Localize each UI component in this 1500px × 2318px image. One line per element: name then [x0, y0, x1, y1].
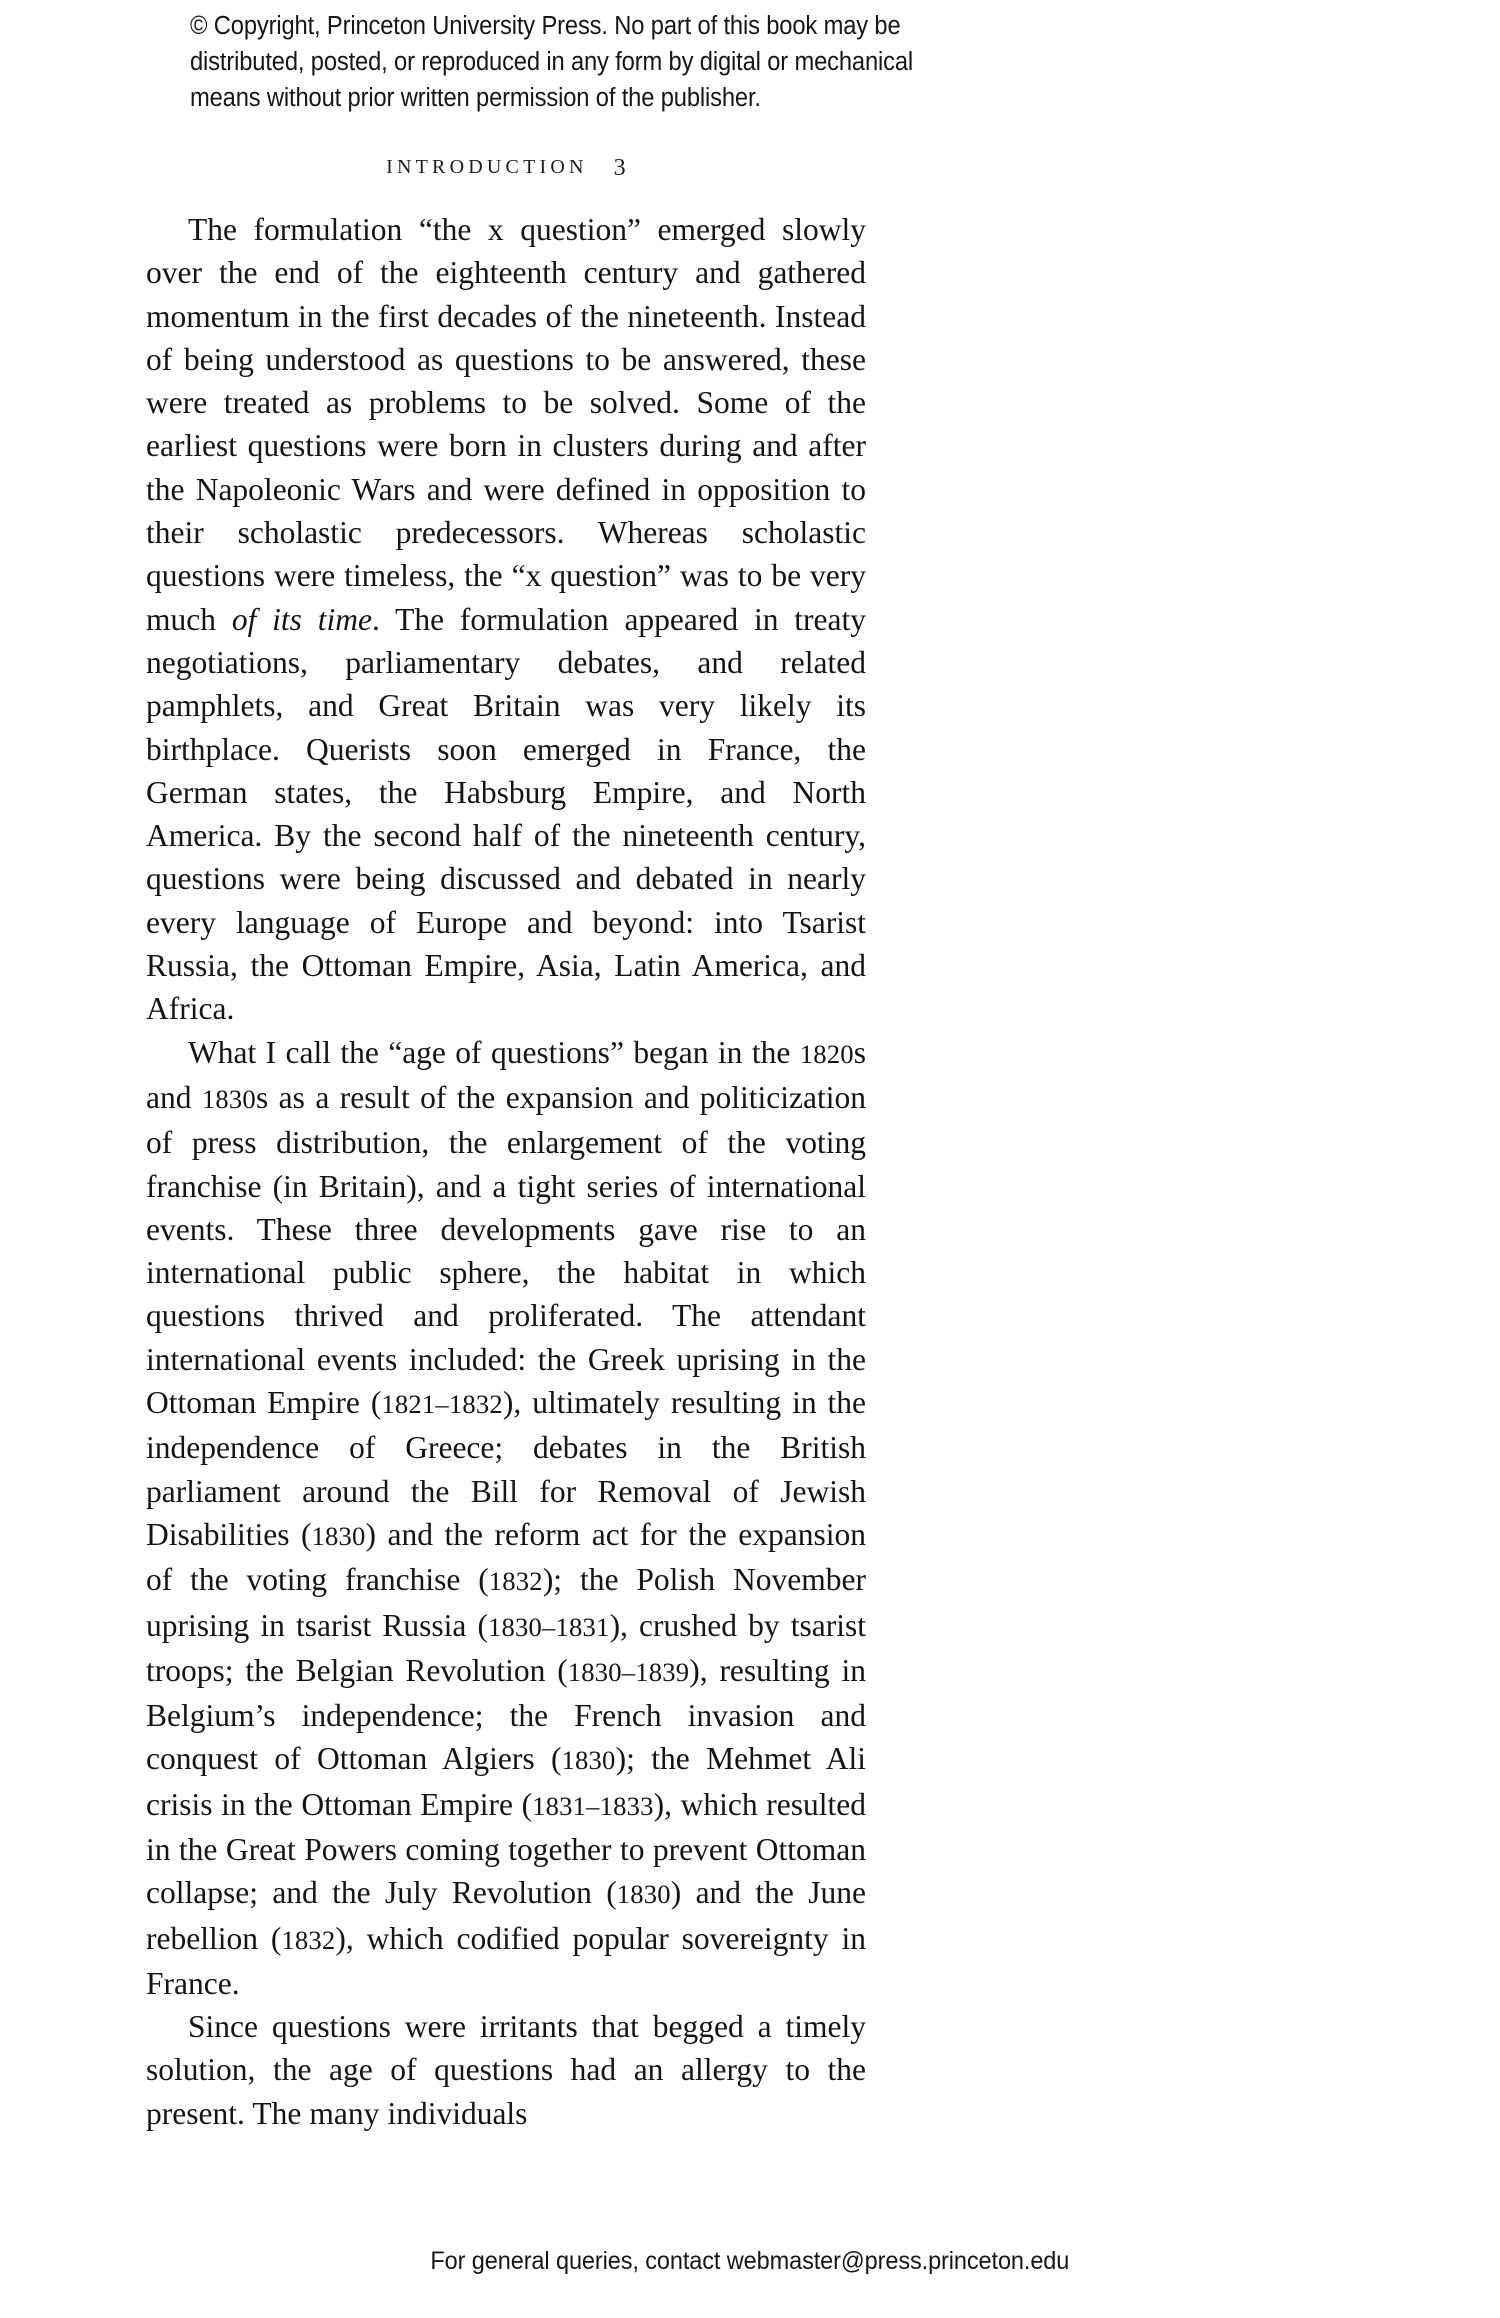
footer-text: For general queries, contact webmaster@press.princeton.edu — [430, 2247, 1070, 2275]
oldstyle-figure: 1820 — [799, 1038, 854, 1069]
page-number: 3 — [613, 155, 626, 181]
oldstyle-figure: 1830–1839 — [567, 1656, 690, 1687]
running-head — [0, 153, 1012, 180]
oldstyle-figure: 1821–1832 — [381, 1389, 503, 1420]
paragraph-2: What I call the “age of questions” began in the 1820s and 1830s as a result of the expansion and politicization of press distribution, the enlargement of the voting franchise (in Britain), and a tight series of international events. These three developments gave rise to an international public sphere, the habitat in which questions thrived and proliferated. The attendant international events included: the Greek uprising in the Ottoman Empire (1821–1832), ultimately resulting in the independence of Greece; debates in the British parliament around the Bill for Removal of Jewish Disabilities (1830) and the reform act for the expansion of the voting franchise (1832); the Polish November uprising in tsarist Russia (1830–1831), crushed by tsarist troops; the Belgian Revolution (1830–1839), resulting in Belgium’s independence; the French invasion and conquest of Ottoman Algiers (1830); the Mehmet Ali crisis in the Ottoman Empire (1831–1833), which resulted in the Great Powers coming together to prevent Ottoman collapse; and the July Revolution (1830) and the June rebellion (1832), which codified popular sovereignty in France. — [146, 1034, 867, 2001]
oldstyle-figure: 1830–1831 — [488, 1611, 610, 1642]
oldstyle-figure: 1830 — [561, 1745, 616, 1776]
oldstyle-figure: 1830 — [616, 1879, 671, 1910]
oldstyle-figure: 1832 — [488, 1566, 543, 1597]
oldstyle-figure: 1832 — [281, 1924, 336, 1955]
paragraph-1: The formulation “the x question” emerged slowly over the end of the eighteenth century and gathered momentum in the first decades of the nineteenth. Instead of being understood as questions to be answered, these were treated as problems to be solved. Some of the earliest questions were born in clusters during and after the Napoleonic Wars and were defined in opposition to their scholastic predecessors. Whereas scholastic questions were timeless, the “x question” was to be very much of its time. The formulation appeared in treaty negotiations, parliamentary debates, and related pamphlets, and Great Britain was very likely its birthplace. Querists soon emerged in France, the German states, the Habsburg Empire, and North America. By the second half of the nineteenth century, questions were being discussed and debated in nearly every language of Europe and beyond: into Tsarist Russia, the Ottoman Empire, Asia, Latin America, and Africa. — [146, 212, 866, 1027]
paragraph-3: Since questions were irritants that begged a timely solution, the age of questions had an allergy to the present. The many individuals — [146, 2009, 866, 2131]
copyright-notice-line-2: distributed, posted, or reproduced in any form by digital or mechanical — [190, 48, 914, 76]
copyright-notice — [190, 8, 1083, 116]
body-text — [146, 208, 866, 2135]
page-footer — [0, 2247, 1500, 2276]
oldstyle-figure: 1831–1833 — [532, 1790, 654, 1821]
copyright-notice-line-3: means without prior written permission of the publisher. — [190, 84, 761, 112]
oldstyle-figure: 1830 — [201, 1083, 256, 1114]
emphasis-text: of its time — [231, 601, 372, 637]
oldstyle-figure: 1830 — [311, 1520, 366, 1551]
running-head-title: INTRODUCTION — [386, 156, 588, 178]
copyright-notice-line-1: © Copyright, Princeton University Press. No part of this book may be — [190, 12, 901, 40]
